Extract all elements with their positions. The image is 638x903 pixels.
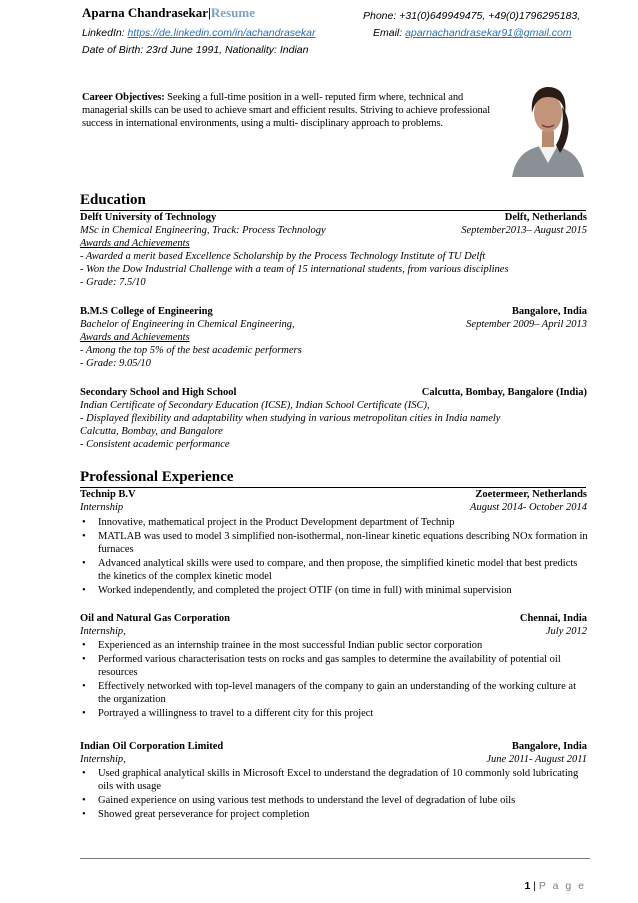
iocl-role-row — [80, 753, 587, 766]
delft-awards-label: Awards and Achievements — [80, 238, 190, 249]
email-link[interactable]: aparnachandrasekar91@gmail.com — [405, 27, 572, 39]
iocl-name: Indian Oil Corporation Limited — [80, 741, 224, 752]
bms-dates: September 2009– April 2013 — [466, 319, 587, 330]
bms-awards-label: Awards and Achievements — [80, 332, 190, 343]
page-footer — [525, 880, 587, 892]
delft-location: Delft, Netherlands — [504, 212, 587, 223]
linkedin-line — [82, 27, 316, 39]
iocl-dates: June 2011- August 2011 — [486, 754, 587, 765]
school-line-4: - Consistent academic performance — [80, 439, 230, 450]
bms-degree-row — [80, 318, 587, 331]
email-line — [373, 27, 572, 39]
ongc-location: Chennai, India — [519, 613, 587, 624]
list-item: • Innovative, mathematical project in the Product Development department of Technip — [80, 516, 590, 529]
list-item: • Showed great perseverance for project completion — [80, 808, 590, 821]
ongc-dates: July 2012 — [545, 626, 587, 637]
ongc-name: Oil and Natural Gas Corporation — [80, 613, 230, 624]
ongc-header — [80, 612, 587, 625]
page-word: P a g e — [538, 880, 586, 892]
ongc-bullets — [80, 639, 590, 721]
career-label: Career Objectives: — [82, 92, 165, 103]
delft-degree-row — [80, 224, 587, 237]
list-item: • Worked independently, and completed the project OTIF (on time in full) with minimal supervision — [80, 584, 590, 597]
iocl-header — [80, 740, 587, 753]
list-item: • Effectively networked with top-level managers of the company to gain an understanding of the working culture at the organization — [80, 680, 590, 706]
education-title: Education — [80, 192, 146, 208]
delft-award-2: - Won the Dow Industrial Challenge with a team of 15 international students, from various disciplines — [80, 264, 509, 275]
iocl-location: Bangalore, India — [511, 741, 587, 752]
technip-bullets — [80, 516, 590, 598]
bms-award-1: - Among the top 5% of the best academic performers — [80, 345, 302, 356]
bms-degree: Bachelor of Engineering in Chemical Engineering, — [80, 319, 295, 330]
list-item: • Used graphical analytical skills in Microsoft Excel to understand the degradation of 10 commonly sold lubricating oils with usage — [80, 767, 590, 793]
technip-dates: August 2014- October 2014 — [470, 502, 587, 513]
linkedin-link[interactable]: https://de.linkedin.com/in/achandrasekar — [127, 27, 316, 39]
technip-role-row — [80, 501, 587, 514]
ongc-role-row — [80, 625, 587, 638]
dob-line: Date of Birth: 23rd June 1991, Nationality: Indian — [82, 44, 309, 56]
delft-dates: September2013– August 2015 — [461, 225, 587, 236]
ongc-role: Internship, — [80, 626, 126, 637]
technip-role: Internship — [80, 502, 124, 513]
list-item: • Performed various characterisation tests on rocks and gas samples to determine the availability of potential oil resources — [80, 653, 590, 679]
name-text: Aparna Chandrasekar| — [82, 5, 211, 20]
bms-location: Bangalore, India — [511, 306, 587, 317]
technip-name: Technip B.V — [80, 489, 136, 500]
profile-photo — [510, 75, 586, 177]
list-item: • MATLAB was used to model 3 simplified non-isothermal, non-linear kinetic equations describing NOx formation in furnaces — [80, 530, 590, 556]
school-location: Calcutta, Bombay, Bangalore (India) — [421, 387, 587, 398]
bms-grade: - Grade: 9.05/10 — [80, 358, 151, 369]
delft-degree: MSc in Chemical Engineering, Track: Process Technology — [80, 225, 326, 236]
career-objectives — [82, 91, 492, 130]
email-label: Email: — [373, 27, 406, 39]
list-item: • Experienced as an internship trainee in the most successful Indian public sector corporation — [80, 639, 590, 652]
linkedin-label: LinkedIn: — [82, 27, 128, 39]
experience-title: Professional Experience — [80, 469, 234, 485]
technip-location: Zoetermeer, Netherlands — [475, 489, 587, 500]
phone-line: Phone: +31(0)649949475, +49(0)1796295183, — [363, 10, 581, 22]
school-name: Secondary School and High School — [80, 387, 237, 398]
delft-name: Delft University of Technology — [80, 212, 217, 223]
technip-header — [80, 488, 587, 501]
school-line-3: Calcutta, Bombay, and Bangalore — [80, 426, 223, 437]
career-text: Seeking a full-time position in a well- reputed firm where, technical and managerial skills can be used to achieve smart and efficient results. Striving to achieve professional success in international environments, using a multi- disciplinary approach to problems. — [82, 92, 491, 129]
delft-grade: - Grade: 7.5/10 — [80, 277, 146, 288]
page-number: 1 — [524, 880, 531, 892]
resume-name — [82, 5, 255, 21]
school-header — [80, 386, 587, 399]
page-separator: | — [530, 880, 539, 892]
school-line-1: Indian Certificate of Secondary Education (ICSE), Indian School Certificate (ISC), — [80, 400, 430, 411]
school-line-2: - Displayed flexibility and adaptability when studying in various metropolitan cities in India namely — [80, 413, 501, 424]
list-item: • Advanced analytical skills were used to compare, and then propose, the simplified kinetic model that best predicts the kinetics of the complex kinetic model — [80, 557, 590, 583]
bms-name: B.M.S College of Engineering — [80, 306, 213, 317]
footer-rule — [80, 858, 590, 859]
delft-award-1: - Awarded a merit based Excellence Scholarship by the Process Technology Institute of TU Delft — [80, 251, 486, 262]
delft-header — [80, 211, 587, 224]
iocl-role: Internship, — [80, 754, 126, 765]
resume-word: Resume — [210, 5, 255, 20]
list-item: • Gained experience on using various test methods to understand the level of degradation of lube oils — [80, 794, 590, 807]
bms-header — [80, 305, 587, 318]
iocl-bullets — [80, 767, 590, 822]
list-item: • Portrayed a willingness to travel to a different city for this project — [80, 707, 590, 720]
